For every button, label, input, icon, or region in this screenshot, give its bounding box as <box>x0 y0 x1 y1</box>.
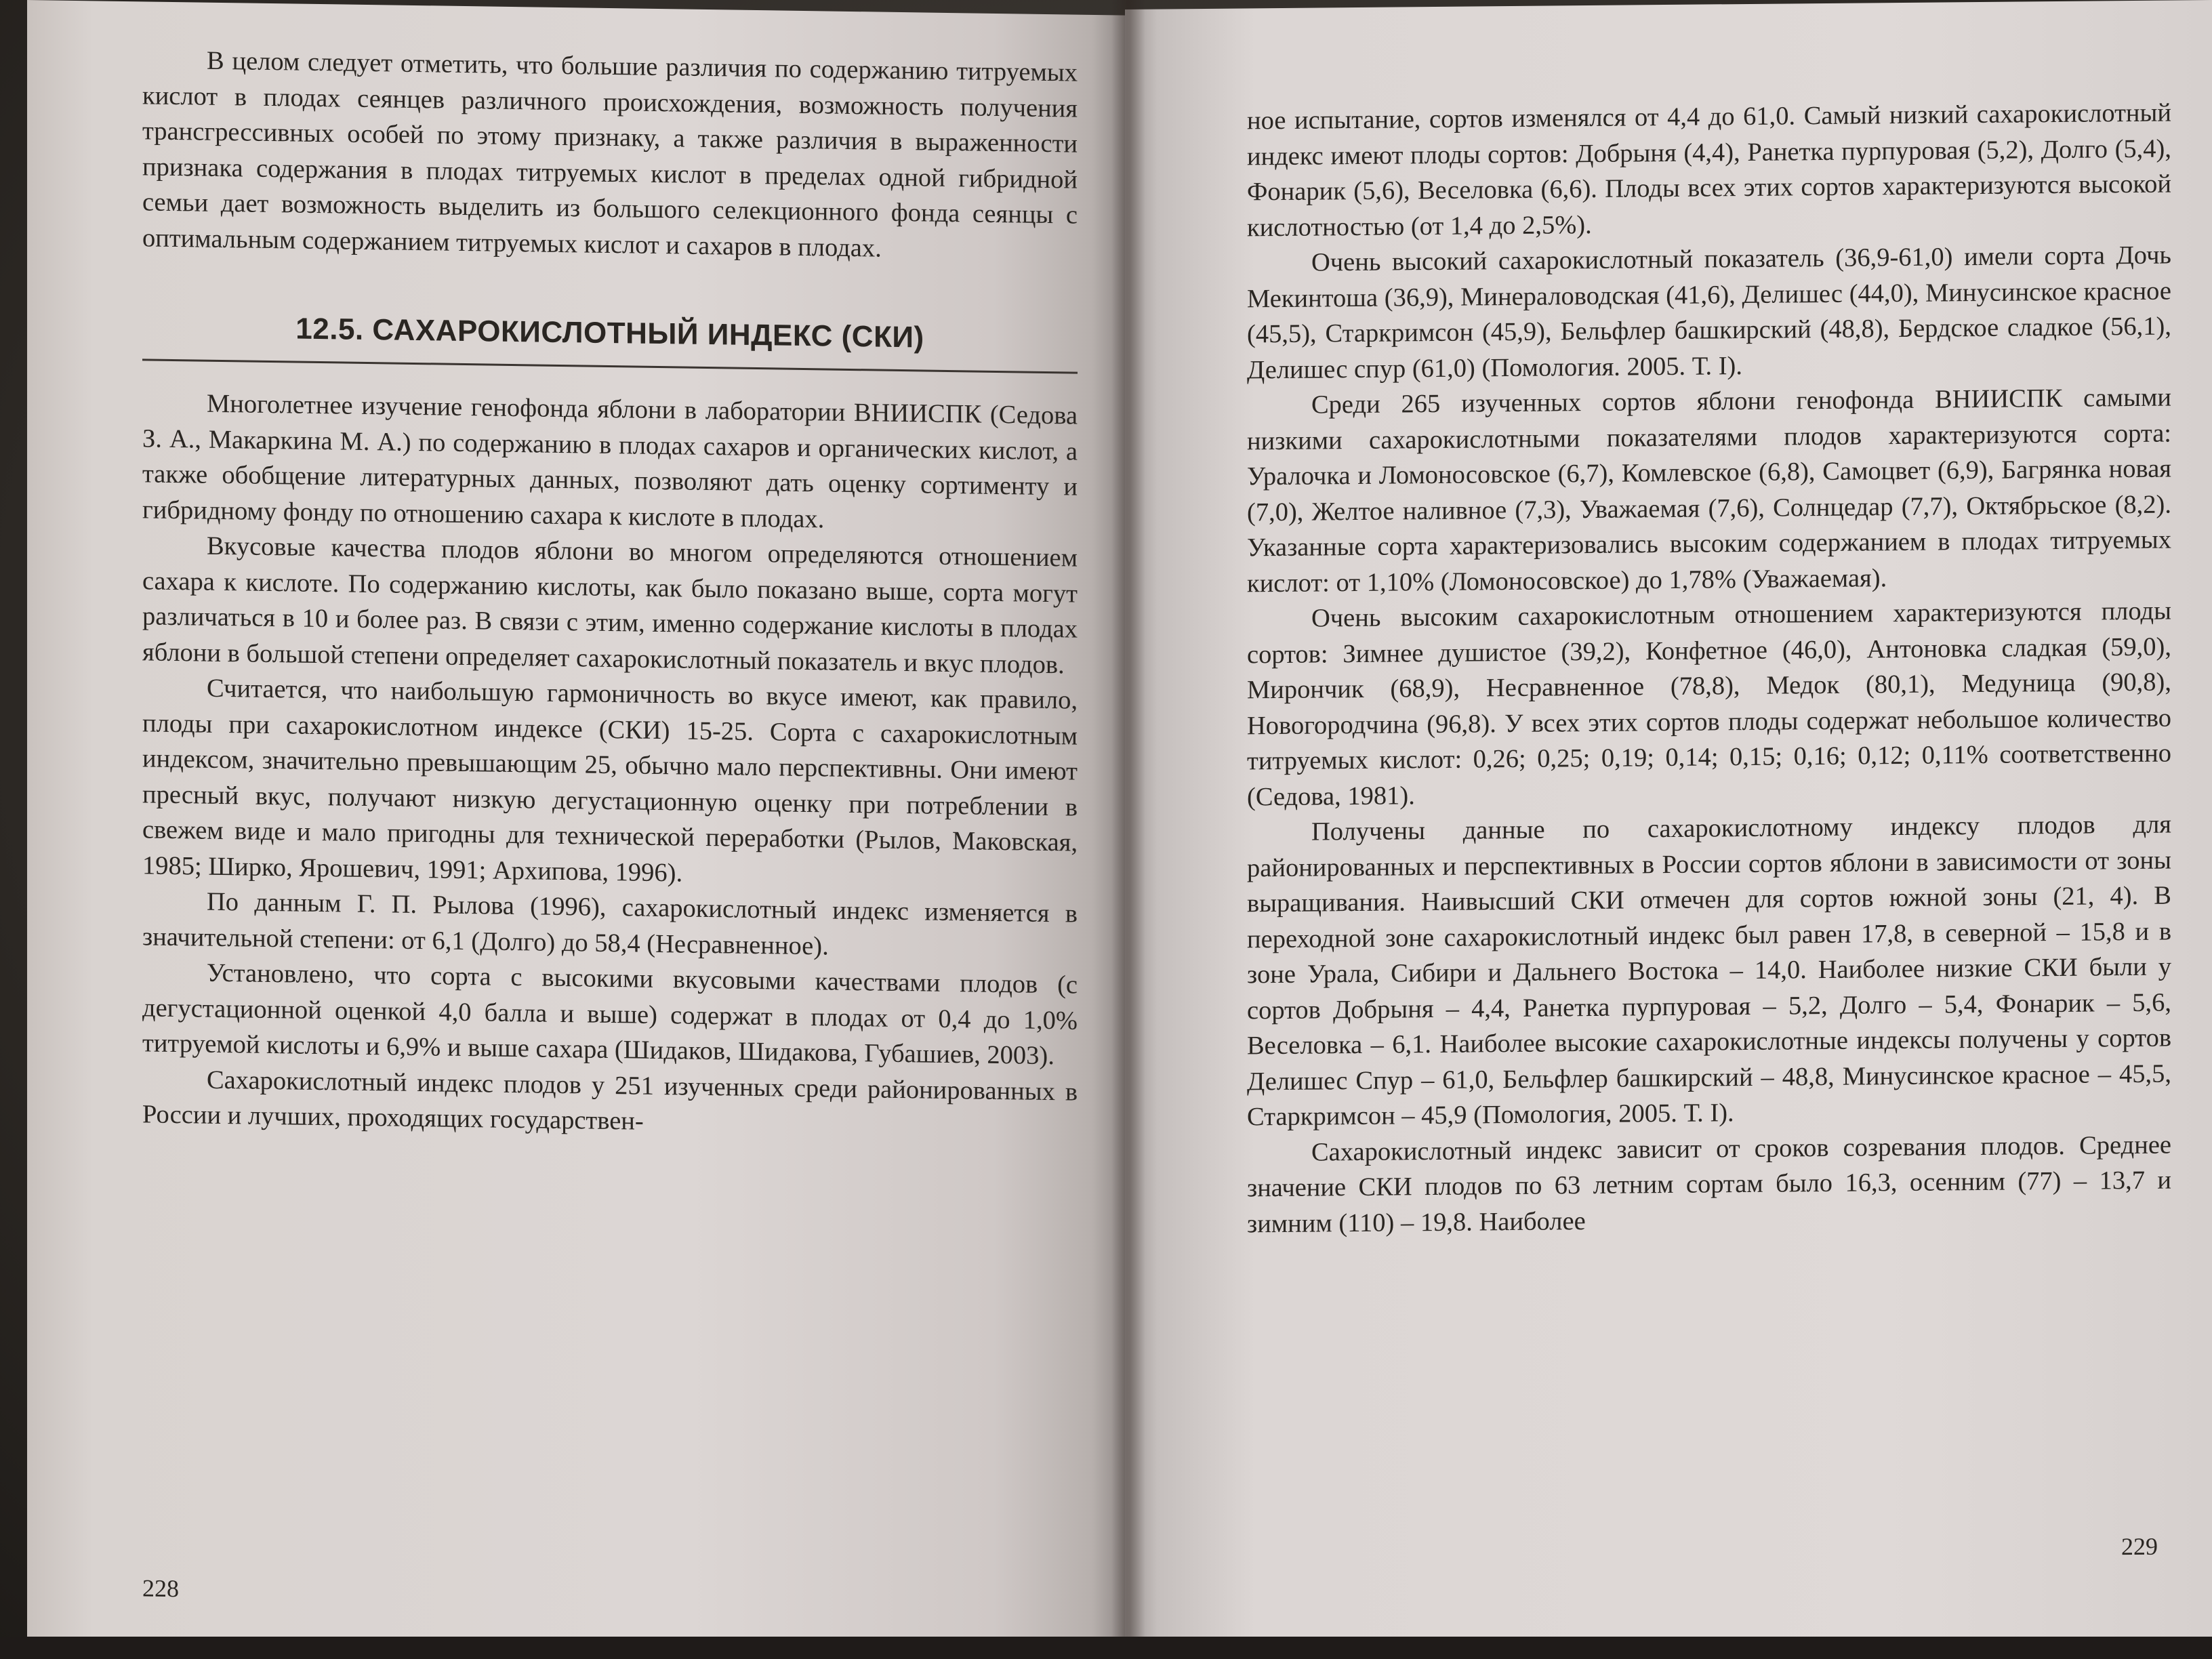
left-page <box>27 0 1125 1656</box>
paragraph: Считается, что наибольшую гармоничность во вкусе имеют, как правило, плоды при сахарокислотном индексе (СКИ) 15-25. Сорта с сахарокислотным индексом, значительно превышающим 25, обычно мало перспективны. Они имеют пресный вкус, получают низкую дегустационную оценку при потреблении в свежем виде и мало пригодны для технической переработки (Рылов, Маковская, 1985; Ширко, Ярошевич, 1991; Архипова, 1996). <box>142 674 1078 888</box>
open-book <box>27 0 2212 1659</box>
paragraph: Среди 265 изученных сортов яблони генофонда ВНИИСПК самыми низкими сахарокислотными показателями плодов характеризуются сорта: Уралочка и Ломоносовское (6,7), Комлевское (6,8), Самоцвет (6,9), Багрянка новая (7,0), Желтое наливное (7,3), Уважаемая (7,6), Солнцедар (7,7), Октябрьское (8,2). Указанные сорта характеризовались высоким содержанием в плодах титруемых кислот: от 1,10% (Ломоносовское) до 1,78% (Уважаемая). <box>1247 383 2171 598</box>
paragraph: Сахарокислотный индекс плодов у 251 изученных среди районированных в России и лучших, проходящих государствен- <box>142 1065 1078 1136</box>
paragraph: Установлено, что сорта с высокими вкусовыми качествами плодов (с дегустационной оценкой 4,0 балла и выше) содержат в плодах от 0,4 до 1,0% титруемой кислоты и 6,9% и выше сахара (Шидаков, Шидакова, Губашиев, 2003). <box>142 958 1078 1071</box>
section-heading: 12.5. САХАРОКИСЛОТНЫЙ ИНДЕКС (СКИ) <box>142 310 1078 373</box>
paragraph: Сахарокислотный индекс зависит от сроков созревания плодов. Среднее значение СКИ плодов по 63 летним сортам было 16,3, осенним (77) – 13,7 и зимним (110) – 19,8. Наиболее <box>1247 1130 2171 1238</box>
book-cover-edge <box>0 1637 2212 1659</box>
paragraph: Очень высоким сахарокислотным отношением характеризуются плоды сортов: Зимнее душистое (39,2), Конфетное (46,0), Антоновка сладкая (59,0), Мирончик (68,9), Несравненное (78,8), Медок (80,1), Медуница (90,8), Новогородчина (96,8). У всех этих сортов плоды содержат небольшое количество титруемых кислот: 0,26; 0,25; 0,19; 0,14; 0,15; 0,16; 0,12; 0,11% соответственно (Седова, 1981). <box>1247 596 2171 811</box>
right-page <box>1125 0 2212 1650</box>
paragraph: ное испытание, сортов изменялся от 4,4 до 61,0. Самый низкий сахарокислотный индекс имеют плоды сортов: Добрыня (4,4), Ранетка пурпуровая (5,2), Долго (5,4), Фонарик (5,6), Веселовка (6,6). Плоды всех этих сортов характеризуются высокой кислотностью (от 1,4 до 2,5%). <box>1247 98 2171 242</box>
paragraph: Очень высокий сахарокислотный показатель (36,9-61,0) имели сорта Дочь Мекинтоша (36,9), Минераловодская (41,6), Делишес (44,0), Минусинское красное (45,5), Старкримсон (45,9), Бельфлер башкирский (48,8), Бердское сладкое (56,1), Делишес спур (61,0) (Помология. 2005. Т. I). <box>1247 241 2171 384</box>
page-number: 228 <box>142 1574 179 1603</box>
paragraph: Вкусовые качества плодов яблони во многом определяются отношением сахара к кислоте. По содержанию кислоты, как было показано выше, сорта могут различаться в 10 и более раз. В связи с этим, именно содержание кислоты в плодах яблони в большой степени определяет сахарокислотный показатель и вкус плодов. <box>142 531 1078 679</box>
paragraph: По данным Г. П. Рылова (1996), сахарокислотный индекс изменяется в значительной степени: от 6,1 (Долго) до 58,4 (Несравненное). <box>142 887 1078 961</box>
paragraph: В целом следует отметить, что большие различия по содержанию титруемых кислот в плодах сеянцев различного происхождения, возможность получения трансгрессивных особей по этому признаку, а также различия в выраженности признака содержания в плодах титруемых кислот в пределах одной гибридной семьи дает возможность выделить из большого селекционного фонда сеянцы с оптимальным содержанием титруемых кислот и сахаров в плодах. <box>142 46 1078 263</box>
page-number: 229 <box>2121 1532 2158 1561</box>
paragraph: Многолетнее изучение генофонда яблони в лаборатории ВНИИСПК (Седова З. А., Макаркина М. А.) по содержанию в плодах сахаров и органических кислот, а также обобщение литературных данных, позволяют дать оценку сортименту и гибридному фонду по отношению сахара к кислоте в плодах. <box>142 389 1078 533</box>
paragraph: Получены данные по сахарокислотному индексу плодов для районированных и перспективных в России сортов яблони в зависимости от зоны выращивания. Наивысший СКИ отмечен для сортов южной зоны (21, 4). В переходной зоне сахарокислотный индекс был равен 17,8, в северной – 15,8 и в зоне Урала, Сибири и Дальнего Востока – 14,0. Наиболее низкие СКИ были у сортов Добрыня – 4,4, Ранетка пурпуровая – 5,2, Долго – 5,4, Фонарик – 5,6, Веселовка – 6,1. Наиболее высокие сахарокислотные индексы получены у сортов Делишес Спур – 61,0, Бельфлер башкирский – 48,8, Минусинское красное – 45,5, Старкримсон – 45,9 (Помология, 2005. Т. I). <box>1247 810 2171 1132</box>
